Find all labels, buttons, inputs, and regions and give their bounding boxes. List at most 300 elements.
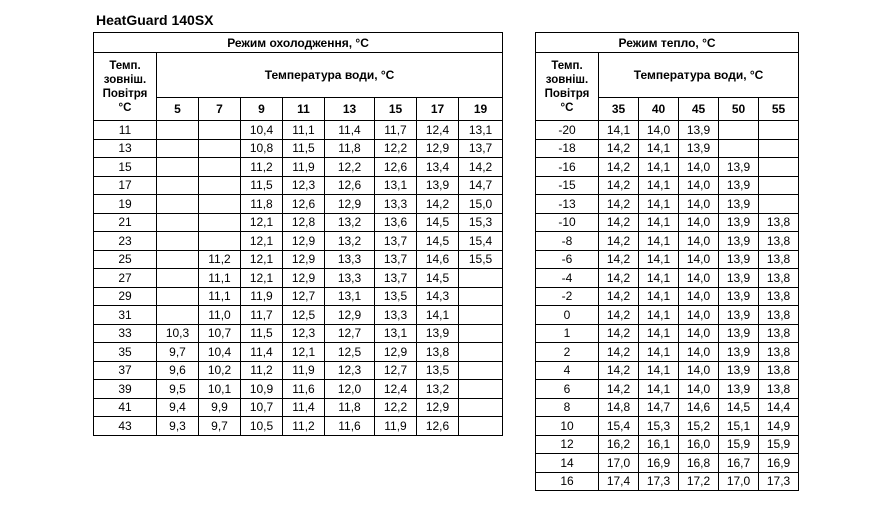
value-cell: 9,5 — [157, 380, 199, 399]
value-cell: 13,6 — [375, 213, 417, 232]
value-cell: 13,5 — [417, 361, 459, 380]
value-cell: 14,2 — [599, 306, 639, 325]
value-cell: 14,5 — [417, 232, 459, 251]
value-cell: 13,4 — [417, 158, 459, 177]
table-row — [94, 269, 503, 288]
table-row — [94, 343, 503, 362]
corner-line: Темп. — [551, 59, 583, 72]
value-cell: 14,2 — [599, 361, 639, 380]
outdoor-temp-cell: 17 — [94, 176, 157, 195]
value-cell: 14,7 — [639, 398, 679, 417]
table-row — [536, 250, 799, 269]
value-cell: 12,9 — [375, 343, 417, 362]
table-row — [94, 176, 503, 195]
value-cell: 12,4 — [417, 121, 459, 140]
value-cell: 12,3 — [283, 324, 325, 343]
value-cell — [199, 121, 241, 140]
outdoor-temp-cell: -10 — [536, 213, 599, 232]
value-cell — [759, 195, 799, 214]
value-cell — [759, 139, 799, 158]
value-cell: 14,7 — [459, 176, 503, 195]
value-cell: 15,0 — [459, 195, 503, 214]
value-cell — [157, 306, 199, 325]
value-cell — [157, 139, 199, 158]
outdoor-temp-cell: 21 — [94, 213, 157, 232]
water-temp-header: Температура води, °С — [599, 53, 799, 98]
value-cell: 13,8 — [759, 213, 799, 232]
value-cell: 14,2 — [599, 343, 639, 362]
table-row — [94, 417, 503, 436]
value-cell — [199, 158, 241, 177]
value-cell: 13,1 — [459, 121, 503, 140]
outdoor-temp-cell: 4 — [536, 361, 599, 380]
value-cell: 11,8 — [325, 139, 375, 158]
value-cell: 13,8 — [759, 250, 799, 269]
value-cell: 13,9 — [719, 158, 759, 177]
value-cell — [157, 232, 199, 251]
outdoor-temp-cell: -16 — [536, 158, 599, 177]
value-cell: 12,2 — [325, 158, 375, 177]
water-temp-column-header: 19 — [459, 98, 503, 121]
value-cell: 11,2 — [241, 158, 283, 177]
value-cell — [157, 121, 199, 140]
value-cell: 12,1 — [241, 213, 283, 232]
value-cell: 14,2 — [599, 195, 639, 214]
outdoor-temp-cell: 33 — [94, 324, 157, 343]
value-cell: 13,5 — [375, 287, 417, 306]
table-row — [536, 398, 799, 417]
water-temp-column-header: 11 — [283, 98, 325, 121]
value-cell: 11,9 — [283, 158, 325, 177]
value-cell: 10,4 — [199, 343, 241, 362]
value-cell: 14,2 — [599, 324, 639, 343]
outdoor-temp-cell: -15 — [536, 176, 599, 195]
value-cell: 14,2 — [599, 232, 639, 251]
value-cell: 13,8 — [759, 361, 799, 380]
value-cell: 13,8 — [759, 343, 799, 362]
value-cell: 10,7 — [241, 398, 283, 417]
value-cell: 11,1 — [199, 287, 241, 306]
outdoor-temp-cell: 25 — [94, 250, 157, 269]
value-cell: 12,1 — [241, 232, 283, 251]
value-cell: 14,5 — [417, 269, 459, 288]
value-cell: 13,3 — [325, 269, 375, 288]
value-cell — [759, 176, 799, 195]
value-cell — [719, 139, 759, 158]
value-cell: 10,7 — [199, 324, 241, 343]
value-cell: 14,1 — [639, 176, 679, 195]
value-cell: 14,1 — [639, 380, 679, 399]
value-cell: 12,6 — [325, 176, 375, 195]
value-cell: 11,4 — [241, 343, 283, 362]
outdoor-temp-cell: 2 — [536, 343, 599, 362]
value-cell: 11,9 — [283, 361, 325, 380]
value-cell: 11,8 — [241, 195, 283, 214]
value-cell: 14,1 — [639, 158, 679, 177]
outdoor-temp-cell: 43 — [94, 417, 157, 436]
value-cell — [157, 176, 199, 195]
value-cell: 13,8 — [759, 232, 799, 251]
value-cell: 14,1 — [639, 232, 679, 251]
value-cell — [157, 287, 199, 306]
value-cell — [459, 417, 503, 436]
value-cell: 13,9 — [719, 213, 759, 232]
value-cell: 13,1 — [375, 176, 417, 195]
table-row — [536, 121, 799, 140]
value-cell: 11,8 — [325, 398, 375, 417]
outdoor-temp-cell: 6 — [536, 380, 599, 399]
water-temp-column-header: 40 — [639, 98, 679, 121]
value-cell: 13,8 — [759, 380, 799, 399]
value-cell: 13,7 — [375, 269, 417, 288]
outdoor-temp-header — [536, 53, 599, 121]
value-cell: 14,2 — [599, 250, 639, 269]
value-cell: 14,0 — [679, 195, 719, 214]
value-cell: 13,2 — [417, 380, 459, 399]
value-cell: 13,8 — [759, 269, 799, 288]
value-cell: 12,6 — [283, 195, 325, 214]
value-cell: 11,6 — [325, 417, 375, 436]
value-cell: 15,9 — [719, 435, 759, 454]
value-cell: 12,7 — [283, 287, 325, 306]
value-cell: 10,3 — [157, 324, 199, 343]
value-cell: 14,0 — [679, 158, 719, 177]
value-cell: 12,2 — [375, 398, 417, 417]
table-row — [536, 454, 799, 473]
value-cell: 13,2 — [325, 232, 375, 251]
value-cell: 15,4 — [459, 232, 503, 251]
value-cell: 14,1 — [639, 269, 679, 288]
outdoor-temp-cell: -20 — [536, 121, 599, 140]
value-cell: 13,9 — [719, 343, 759, 362]
value-cell: 11,7 — [375, 121, 417, 140]
value-cell: 14,2 — [599, 380, 639, 399]
value-cell: 15,2 — [679, 417, 719, 436]
corner-line: °С — [560, 101, 574, 114]
outdoor-temp-cell: 23 — [94, 232, 157, 251]
value-cell: 13,9 — [679, 121, 719, 140]
value-cell: 12,1 — [241, 269, 283, 288]
outdoor-temp-cell: 31 — [94, 306, 157, 325]
water-temp-column-header: 9 — [241, 98, 283, 121]
table-row — [94, 361, 503, 380]
table-row — [94, 306, 503, 325]
value-cell: 12,6 — [417, 417, 459, 436]
value-cell: 10,1 — [199, 380, 241, 399]
value-cell: 15,3 — [639, 417, 679, 436]
value-cell: 14,1 — [639, 287, 679, 306]
value-cell — [459, 361, 503, 380]
water-temp-column-header: 5 — [157, 98, 199, 121]
table-row — [536, 139, 799, 158]
water-temp-header: Температура води, °С — [157, 53, 503, 98]
heating-heading: Режим тепло, °С — [536, 33, 799, 53]
value-cell: 12,8 — [283, 213, 325, 232]
outdoor-temp-cell: 35 — [94, 343, 157, 362]
value-cell: 14,1 — [639, 250, 679, 269]
value-cell — [199, 232, 241, 251]
value-cell: 14,0 — [679, 324, 719, 343]
table-row — [536, 176, 799, 195]
value-cell: 13,8 — [759, 324, 799, 343]
value-cell: 11,9 — [375, 417, 417, 436]
value-cell: 11,7 — [241, 306, 283, 325]
value-cell: 13,1 — [375, 324, 417, 343]
table-row — [536, 213, 799, 232]
value-cell: 12,9 — [283, 269, 325, 288]
value-cell: 14,5 — [417, 213, 459, 232]
value-cell: 11,4 — [325, 121, 375, 140]
outdoor-temp-cell: -6 — [536, 250, 599, 269]
outdoor-temp-cell: -2 — [536, 287, 599, 306]
outdoor-temp-cell: 39 — [94, 380, 157, 399]
water-temp-column-header: 7 — [199, 98, 241, 121]
outdoor-temp-cell: 8 — [536, 398, 599, 417]
corner-line: зовніш. — [103, 73, 147, 86]
value-cell: 17,0 — [719, 472, 759, 491]
outdoor-temp-cell: 41 — [94, 398, 157, 417]
value-cell — [459, 269, 503, 288]
value-cell: 13,9 — [719, 250, 759, 269]
value-cell: 14,0 — [679, 176, 719, 195]
table-row — [536, 417, 799, 436]
outdoor-temp-cell: 16 — [536, 472, 599, 491]
value-cell: 11,5 — [241, 324, 283, 343]
value-cell: 12,1 — [241, 250, 283, 269]
value-cell: 11,5 — [241, 176, 283, 195]
water-temp-column-header: 13 — [325, 98, 375, 121]
value-cell: 17,4 — [599, 472, 639, 491]
value-cell: 12,4 — [375, 380, 417, 399]
value-cell: 9,3 — [157, 417, 199, 436]
value-cell — [459, 398, 503, 417]
value-cell: 9,4 — [157, 398, 199, 417]
table-row — [94, 195, 503, 214]
outdoor-temp-cell: -8 — [536, 232, 599, 251]
value-cell: 15,1 — [719, 417, 759, 436]
value-cell: 13,7 — [459, 139, 503, 158]
value-cell — [157, 269, 199, 288]
table-row — [94, 287, 503, 306]
table-row — [536, 306, 799, 325]
value-cell: 13,8 — [759, 287, 799, 306]
value-cell: 14,0 — [679, 361, 719, 380]
value-cell: 12,9 — [283, 250, 325, 269]
value-cell — [157, 250, 199, 269]
value-cell: 11,1 — [283, 121, 325, 140]
value-cell — [199, 195, 241, 214]
value-cell: 12,9 — [325, 195, 375, 214]
water-temp-column-header: 15 — [375, 98, 417, 121]
outdoor-temp-cell: 19 — [94, 195, 157, 214]
value-cell: 13,9 — [417, 176, 459, 195]
value-cell: 13,1 — [325, 287, 375, 306]
value-cell — [459, 324, 503, 343]
value-cell: 14,2 — [599, 213, 639, 232]
value-cell: 10,8 — [241, 139, 283, 158]
table-row — [94, 250, 503, 269]
corner-line: Темп. — [109, 59, 141, 72]
value-cell: 14,1 — [639, 139, 679, 158]
value-cell: 11,2 — [283, 417, 325, 436]
corner-line: зовніш. — [545, 73, 589, 86]
value-cell — [157, 158, 199, 177]
value-cell: 16,8 — [679, 454, 719, 473]
value-cell: 12,3 — [325, 361, 375, 380]
outdoor-temp-cell: 13 — [94, 139, 157, 158]
value-cell: 14,6 — [679, 398, 719, 417]
value-cell: 11,6 — [283, 380, 325, 399]
corner-line: Повітря — [544, 87, 590, 100]
value-cell: 13,3 — [375, 306, 417, 325]
value-cell: 14,3 — [417, 287, 459, 306]
value-cell: 13,7 — [375, 232, 417, 251]
value-cell — [459, 380, 503, 399]
value-cell: 14,0 — [679, 213, 719, 232]
value-cell — [199, 176, 241, 195]
table-row — [94, 380, 503, 399]
outdoor-temp-cell: 0 — [536, 306, 599, 325]
value-cell: 11,2 — [199, 250, 241, 269]
value-cell: 15,3 — [459, 213, 503, 232]
value-cell: 12,1 — [283, 343, 325, 362]
water-temp-column-header: 45 — [679, 98, 719, 121]
outdoor-temp-cell: 27 — [94, 269, 157, 288]
value-cell — [199, 139, 241, 158]
table-row — [536, 269, 799, 288]
value-cell: 14,2 — [599, 139, 639, 158]
value-cell: 10,5 — [241, 417, 283, 436]
table-row — [536, 232, 799, 251]
value-cell: 16,0 — [679, 435, 719, 454]
table-row — [536, 361, 799, 380]
value-cell: 13,7 — [375, 250, 417, 269]
cooling-heading: Режим охолодження, °С — [94, 33, 503, 53]
value-cell: 12,0 — [325, 380, 375, 399]
value-cell: 13,9 — [417, 324, 459, 343]
value-cell: 10,9 — [241, 380, 283, 399]
value-cell: 14,2 — [599, 158, 639, 177]
value-cell: 14,1 — [639, 213, 679, 232]
outdoor-temp-cell: 1 — [536, 324, 599, 343]
value-cell: 14,1 — [639, 324, 679, 343]
value-cell: 10,2 — [199, 361, 241, 380]
table-row — [94, 158, 503, 177]
value-cell: 11,0 — [199, 306, 241, 325]
outdoor-temp-cell: -13 — [536, 195, 599, 214]
value-cell: 9,6 — [157, 361, 199, 380]
table-row — [536, 158, 799, 177]
value-cell: 12,6 — [375, 158, 417, 177]
value-cell: 13,9 — [719, 361, 759, 380]
value-cell: 13,2 — [325, 213, 375, 232]
value-cell: 13,9 — [719, 176, 759, 195]
value-cell: 14,9 — [759, 417, 799, 436]
value-cell: 16,9 — [759, 454, 799, 473]
value-cell: 14,2 — [459, 158, 503, 177]
value-cell: 13,9 — [719, 324, 759, 343]
heating-table — [535, 32, 799, 491]
table-row — [94, 398, 503, 417]
value-cell: 12,5 — [283, 306, 325, 325]
value-cell: 12,7 — [375, 361, 417, 380]
value-cell: 11,1 — [199, 269, 241, 288]
water-temp-column-header: 55 — [759, 98, 799, 121]
water-temp-column-header: 35 — [599, 98, 639, 121]
value-cell: 14,0 — [679, 287, 719, 306]
value-cell — [459, 287, 503, 306]
value-cell: 12,9 — [325, 306, 375, 325]
outdoor-temp-cell: 12 — [536, 435, 599, 454]
outdoor-temp-header — [94, 53, 157, 121]
value-cell: 14,0 — [679, 380, 719, 399]
outdoor-temp-cell: 10 — [536, 417, 599, 436]
value-cell: 12,3 — [283, 176, 325, 195]
value-cell: 14,0 — [679, 343, 719, 362]
value-cell: 16,2 — [599, 435, 639, 454]
value-cell: 12,9 — [283, 232, 325, 251]
value-cell: 12,9 — [417, 398, 459, 417]
value-cell: 16,9 — [639, 454, 679, 473]
water-temp-column-header: 17 — [417, 98, 459, 121]
water-temp-column-header: 50 — [719, 98, 759, 121]
value-cell — [459, 306, 503, 325]
value-cell: 16,1 — [639, 435, 679, 454]
outdoor-temp-cell: -4 — [536, 269, 599, 288]
value-cell: 13,3 — [375, 195, 417, 214]
value-cell: 11,5 — [283, 139, 325, 158]
outdoor-temp-cell: 15 — [94, 158, 157, 177]
value-cell: 17,3 — [639, 472, 679, 491]
value-cell — [157, 213, 199, 232]
value-cell: 9,9 — [199, 398, 241, 417]
value-cell: 13,9 — [719, 232, 759, 251]
value-cell: 15,9 — [759, 435, 799, 454]
value-cell: 13,9 — [719, 380, 759, 399]
value-cell: 14,2 — [417, 195, 459, 214]
document-title: HeatGuard 140SX — [96, 12, 214, 28]
value-cell — [199, 213, 241, 232]
value-cell — [759, 121, 799, 140]
table-row — [94, 213, 503, 232]
value-cell: 14,1 — [639, 343, 679, 362]
table-row — [94, 121, 503, 140]
outdoor-temp-cell: -18 — [536, 139, 599, 158]
value-cell: 17,0 — [599, 454, 639, 473]
value-cell: 13,9 — [719, 287, 759, 306]
value-cell: 9,7 — [199, 417, 241, 436]
table-row — [536, 380, 799, 399]
outdoor-temp-cell: 11 — [94, 121, 157, 140]
value-cell: 14,6 — [417, 250, 459, 269]
value-cell: 15,5 — [459, 250, 503, 269]
value-cell: 11,2 — [241, 361, 283, 380]
value-cell: 11,4 — [283, 398, 325, 417]
table-row — [536, 343, 799, 362]
table-row — [536, 324, 799, 343]
value-cell: 14,1 — [599, 121, 639, 140]
corner-line: Повітря — [102, 87, 148, 100]
value-cell: 13,9 — [719, 306, 759, 325]
value-cell: 14,2 — [599, 176, 639, 195]
table-row — [536, 472, 799, 491]
value-cell: 14,1 — [639, 306, 679, 325]
value-cell: 12,2 — [375, 139, 417, 158]
outdoor-temp-cell: 37 — [94, 361, 157, 380]
table-row — [536, 435, 799, 454]
value-cell: 14,5 — [719, 398, 759, 417]
table-row — [94, 324, 503, 343]
